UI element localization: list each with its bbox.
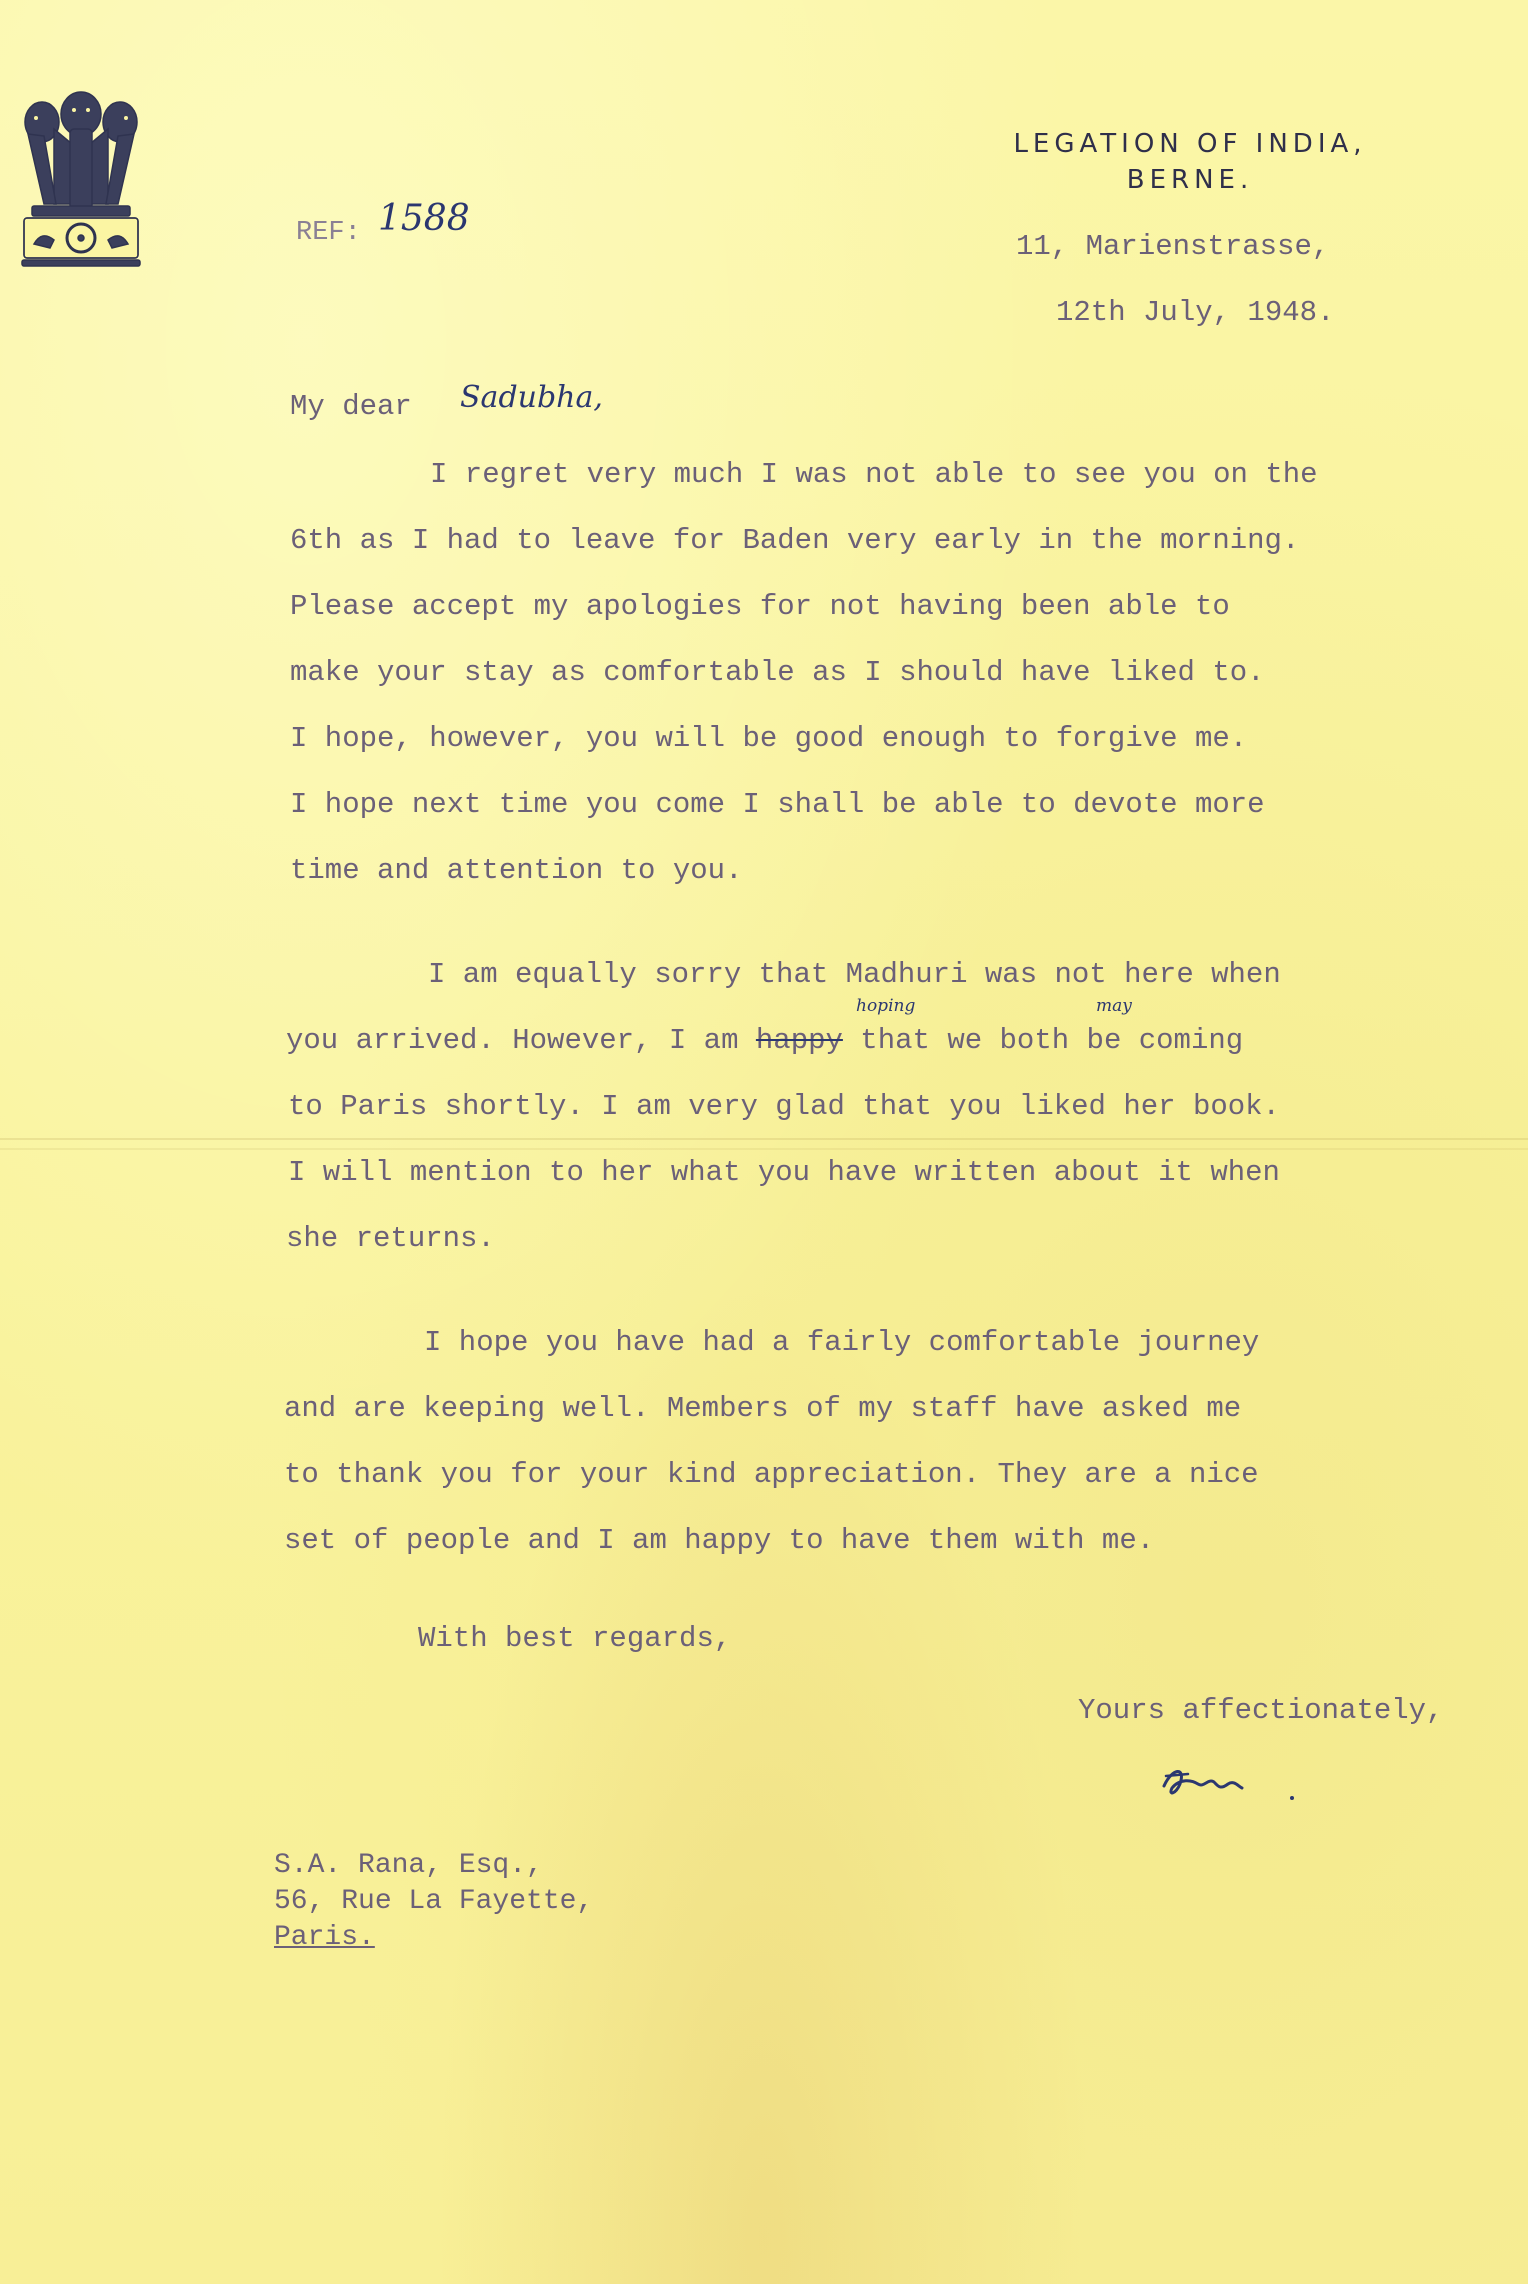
- paragraph-line: set of people and I am happy to have them with me.: [284, 1524, 1155, 1557]
- paragraph-line: to Paris shortly. I am very glad that you liked her book.: [288, 1090, 1280, 1123]
- paragraph-line: make your stay as comfortable as I should have liked to.: [290, 656, 1265, 689]
- handwritten-insertion: hoping: [856, 996, 916, 1016]
- paragraph-line: Please accept my apologies for not having been able to: [290, 590, 1230, 623]
- letterhead-city: BERNE.: [1126, 165, 1254, 195]
- paragraph-line: I hope, however, you will be good enough to forgive me.: [290, 722, 1248, 755]
- paragraph-line: I am equally sorry that Madhuri was not here when: [428, 958, 1281, 991]
- valediction: Yours affectionately,: [1078, 1694, 1444, 1727]
- paragraph-line: she returns.: [286, 1222, 495, 1255]
- paragraph-line: time and attention to you.: [290, 854, 743, 887]
- paper-fold: [0, 1148, 1528, 1150]
- letter-date: 12th July, 1948.: [1056, 296, 1335, 329]
- struck-word: happy: [755, 1024, 843, 1057]
- line-text: you arrived. However, I am: [286, 1024, 756, 1057]
- addressee-street: 56, Rue La Fayette,: [274, 1886, 594, 1917]
- paragraph-line-with-correction: [286, 1024, 1243, 1057]
- handwritten-insertion: may: [1096, 996, 1132, 1016]
- paragraph-line: I hope next time you come I shall be able to devote more: [290, 788, 1265, 821]
- paragraph-line: and are keeping well. Members of my staff have asked me: [284, 1392, 1242, 1425]
- salutation-typed: My dear: [290, 390, 412, 423]
- ref-label: REF:: [296, 218, 361, 248]
- letterhead: [960, 126, 1420, 198]
- emblem-logo: [14, 84, 148, 274]
- handwritten-signature: [1158, 1750, 1298, 1810]
- closing-regards: With best regards,: [418, 1622, 732, 1655]
- paragraph-line: I will mention to her what you have written about it when: [288, 1156, 1280, 1189]
- sender-street-address: 11, Marienstrasse,: [1016, 230, 1330, 263]
- ref-number-handwritten: 1588: [378, 198, 470, 239]
- paragraph-line: 6th as I had to leave for Baden very early in the morning.: [290, 524, 1300, 557]
- line-text: that we both be coming: [842, 1024, 1244, 1057]
- letterhead-legation: LEGATION OF INDIA,: [1013, 129, 1367, 159]
- paragraph-line: I regret very much I was not able to see you on the: [430, 458, 1318, 491]
- paragraph-line: to thank you for your kind appreciation. They are a nice: [284, 1458, 1259, 1491]
- addressee-city: Paris.: [274, 1922, 375, 1953]
- paragraph-line: I hope you have had a fairly comfortable journey: [424, 1326, 1260, 1359]
- addressee-name: S.A. Rana, Esq.,: [274, 1850, 543, 1881]
- paper-fold: [0, 1138, 1528, 1140]
- salutation-handwritten-name: Sadubha,: [460, 380, 603, 415]
